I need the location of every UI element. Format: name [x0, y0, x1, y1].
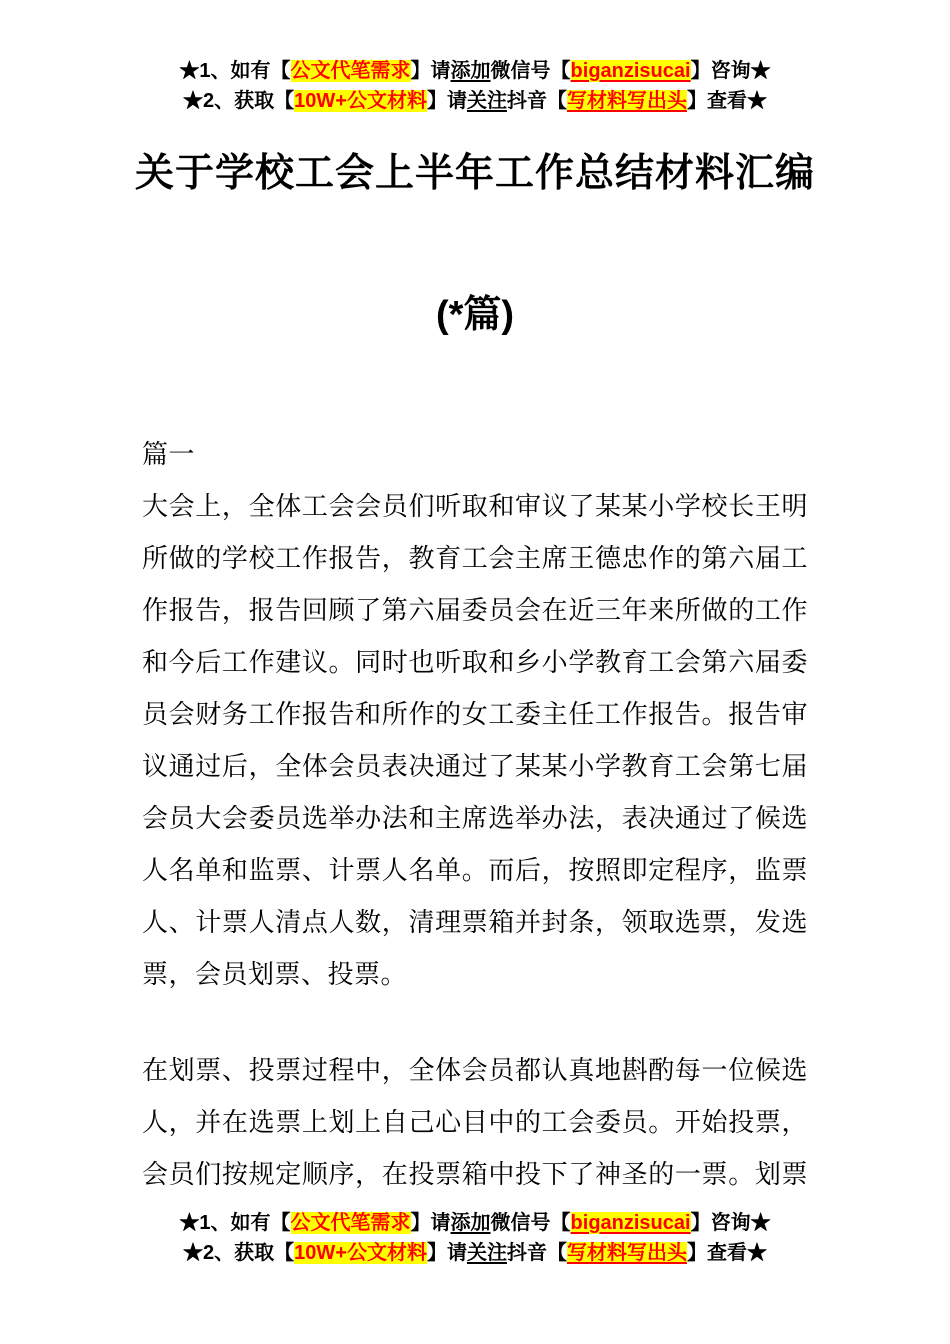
notice-text: 】请	[426, 1242, 467, 1264]
notice-highlight-text: biganzisucai	[570, 1212, 691, 1234]
header-notice	[0, 56, 950, 116]
body-paragraph	[142, 1044, 808, 1200]
notice-text: 微信号【	[490, 60, 571, 82]
notice-highlight-text: 写材料写出头	[566, 90, 687, 112]
notice-line	[0, 86, 950, 116]
body-text-line: 作报告，报告回顾了第六届委员会在近三年来所做的工作	[142, 595, 808, 625]
body-text-line: 和今后工作建议。同时也听取和乡小学教育工会第六届委	[142, 647, 808, 677]
body-text-line: 议通过后，全体会员表决通过了某某小学教育工会第七届	[142, 751, 808, 781]
notice-text: 】咨询★	[690, 60, 771, 82]
document-title: 关于学校工会上半年工作总结材料汇编	[134, 152, 815, 195]
notice-text: 抖音【	[506, 1242, 567, 1264]
notice-highlight-text: 写材料写出头	[566, 1242, 687, 1264]
notice-text: 微信号【	[490, 1212, 571, 1234]
document-body	[142, 428, 808, 1200]
notice-underline-text: 关注	[466, 90, 507, 112]
notice-highlight-text: 公文代笔需求	[290, 1212, 411, 1234]
body-text-line: 人，并在选票上划上自己心目中的工会委员。开始投票，	[142, 1107, 808, 1137]
section-label: 篇一	[142, 439, 196, 469]
notice-highlight-text: biganzisucai	[570, 60, 691, 82]
body-text-line: 会员们按规定顺序，在投票箱中投下了神圣的一票。划票	[142, 1159, 808, 1189]
notice-underline-text: 添加	[450, 60, 491, 82]
notice-text: 】咨询★	[690, 1212, 771, 1234]
notice-highlight-text: 10W+公文材料	[294, 1242, 427, 1264]
notice-text: 抖音【	[506, 90, 567, 112]
notice-text: 】请	[410, 60, 451, 82]
notice-highlight-text: 公文代笔需求	[290, 60, 411, 82]
notice-text: ★2、获取【	[183, 90, 295, 112]
notice-text: ★1、如有【	[179, 60, 291, 82]
body-text-line: 在划票、投票过程中，全体会员都认真地斟酌每一位候选	[142, 1055, 808, 1085]
body-text-line: 人、计票人清点人数，清理票箱并封条，领取选票，发选	[142, 907, 808, 937]
body-text-line: 所做的学校工作报告，教育工会主席王德忠作的第六届工	[142, 543, 808, 573]
notice-line	[0, 1208, 950, 1238]
body-text-line: 员会财务工作报告和所作的女工委主任工作报告。报告审	[142, 699, 808, 729]
notice-line	[0, 56, 950, 86]
document-subtitle: (*篇)	[435, 294, 515, 336]
notice-underline-text: 关注	[466, 1242, 507, 1264]
body-text-line: 大会上，全体工会会员们听取和审议了某某小学校长王明	[142, 491, 808, 521]
notice-highlight-text: 10W+公文材料	[294, 90, 427, 112]
notice-text: ★2、获取【	[183, 1242, 295, 1264]
notice-line	[0, 1238, 950, 1268]
notice-text: 】请	[426, 90, 467, 112]
notice-text: 】请	[410, 1212, 451, 1234]
body-text-line: 会员大会委员选举办法和主席选举办法，表决通过了候选	[142, 803, 808, 833]
body-text-line: 票，会员划票、投票。	[142, 959, 408, 989]
notice-text: 】查看★	[686, 90, 767, 112]
body-text-line: 人名单和监票、计票人名单。而后，按照即定程序，监票	[142, 855, 808, 885]
notice-underline-text: 添加	[450, 1212, 491, 1234]
notice-text: 】查看★	[686, 1242, 767, 1264]
footer-notice	[0, 1208, 950, 1268]
body-paragraph	[142, 480, 808, 1000]
notice-text: ★1、如有【	[179, 1212, 291, 1234]
